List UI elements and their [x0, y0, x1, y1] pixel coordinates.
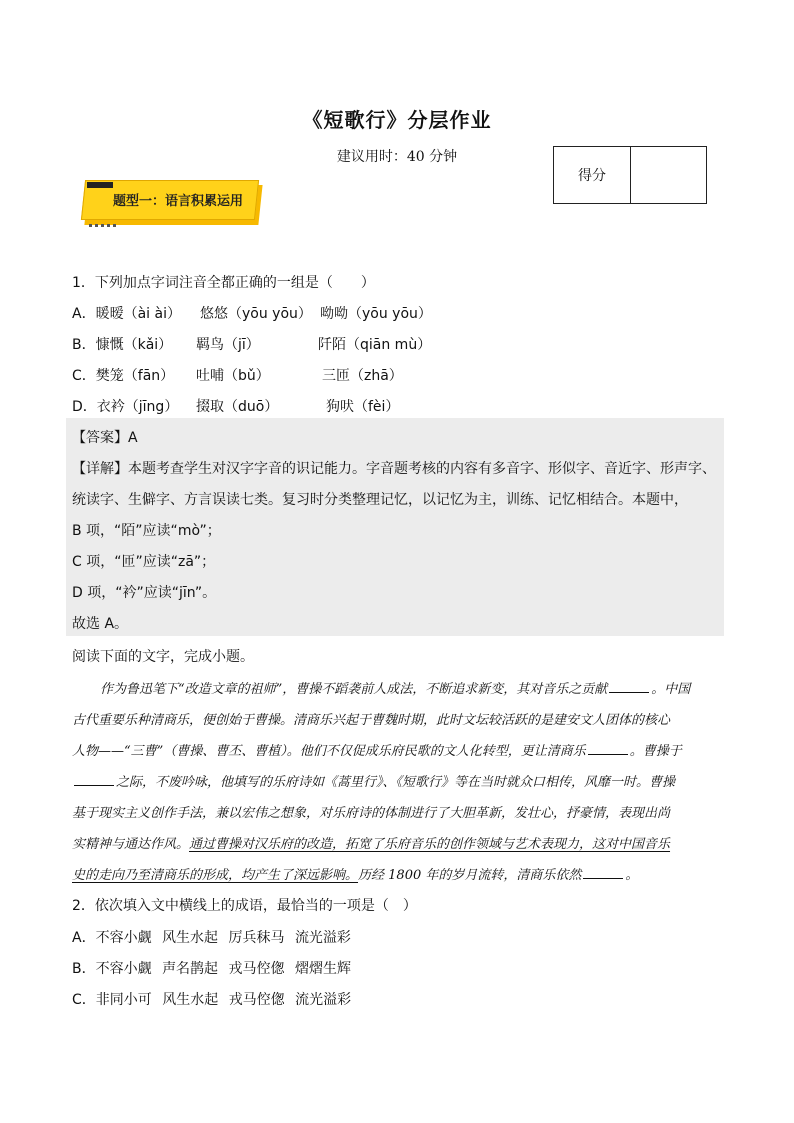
q1-answer-block	[66, 418, 724, 636]
q2-option-b-4: 熠熠生辉	[294, 961, 351, 977]
q1-option-d-1: D．衣衿（jīng）	[72, 399, 179, 415]
passage-line-5: 基于现实主义创作手法，兼以宏伟之想象，对乐府诗的体制进行了大胆革新，发壮心，抒豪情，表现出尚	[72, 806, 671, 821]
q2-option-a-4: 流光溢彩	[294, 930, 351, 946]
q1-option-a-2: 悠悠（yōu yōu）	[200, 306, 312, 322]
passage-line-1-end: 。中国	[651, 682, 691, 697]
q2-option-c-2: 风生水起	[162, 992, 219, 1008]
q1-explain-line-3: B 项，“陌”应读“mò”；	[72, 523, 221, 539]
passage-line-7	[72, 864, 724, 883]
passage-line-6	[72, 833, 724, 852]
q1-answer: 【答案】A	[72, 430, 138, 446]
q1-explain-line-4: C 项，“匝”应读“zā”；	[72, 554, 216, 570]
passage-line-1-text: 作为鲁迅笔下“改造文章的祖师”，曹操不蹈袭前人成法，不断追求新变，其对音乐之贡献	[100, 682, 608, 697]
q2-option-a	[72, 927, 357, 947]
blank-1	[609, 691, 649, 693]
q2-stem: 2．依次填入文中横线上的成语，最恰当的一项是（ ）	[72, 898, 417, 914]
passage-line-3-text: 人物——“三曹”（曹操、曹丕、曹植）。他们不仅促成乐府民歌的文人化转型，更让清商乐	[72, 744, 586, 759]
blank-2	[588, 753, 628, 755]
q1-option-a-1: A．暖暧（ài ài）	[72, 306, 181, 322]
passage-line-7-text: 历经 1800 年的岁月流转，清商乐依然	[358, 868, 582, 883]
passage-line-2: 古代重要乐种清商乐，便创始于曹操。清商乐兴起于曹魏时期，此时文坛较活跃的是建安文人团体的核心	[72, 713, 671, 728]
q1-option-d-3: 狗吠（fèi）	[326, 399, 400, 415]
q2-option-b-3: 戎马倥偬	[228, 961, 285, 977]
passage-intro: 阅读下面的文字，完成小题。	[72, 649, 254, 665]
section-tag-label: 题型一：语言积累运用	[113, 194, 244, 209]
q2-option-b	[72, 958, 357, 978]
q1-option-b-2: 羁鸟（jī）	[196, 337, 260, 353]
q1-option-b	[72, 334, 722, 354]
q1-option-c-2: 吐哺（bǔ）	[196, 368, 270, 384]
q1-explain-line-2: 统读字、生僻字、方言误读七类。复习时分类整理记忆，以记忆为主，训练、记忆相结合。本题中，	[72, 492, 688, 508]
q1-option-b-3: 阡陌（qiān mù）	[318, 337, 432, 353]
q1-option-c	[72, 365, 722, 385]
passage-line-3-end: 。曹操于	[629, 744, 682, 759]
q2-option-c-3: 戎马倥偬	[228, 992, 285, 1008]
passage-line-6-text: 实精神与通达作风。	[72, 837, 190, 852]
blank-3	[74, 784, 114, 786]
q2-option-a-2: 风生水起	[162, 930, 219, 946]
passage-line-4	[72, 771, 724, 790]
page-title: 《短歌行》分层作业	[302, 108, 492, 132]
score-label: 得分	[554, 147, 631, 203]
passage-line-3	[72, 740, 724, 759]
section-tag	[83, 180, 273, 228]
q2-option-c	[72, 989, 357, 1009]
q2-option-c-4: 流光溢彩	[295, 992, 352, 1008]
passage-line-7-end: 。	[625, 868, 639, 883]
suggested-time: 建议用时：40 分钟	[336, 149, 458, 165]
q1-option-d	[72, 396, 722, 416]
q1-explain-line-5: D 项，“衿”应读“jīn”。	[72, 585, 217, 601]
passage-line-4-text: 之际，不废吟咏，他填写的乐府诗如《蒿里行》、《短歌行》等在当时就众口相传，风靡一时。曹操	[116, 775, 676, 790]
section-tag-dots	[89, 224, 119, 227]
blank-4	[583, 877, 623, 879]
q1-option-d-2: 掇取（duō）	[196, 399, 279, 415]
q1-option-a	[72, 303, 722, 323]
q2-option-a-1: A．不容小觑	[72, 930, 152, 946]
score-box	[553, 146, 707, 204]
score-value-cell	[631, 147, 706, 203]
q1-option-c-3: 三匝（zhā）	[322, 368, 403, 384]
q1-option-c-1: C．樊笼（fān）	[72, 368, 175, 384]
q1-stem: 1．下列加点字词注音全都正确的一组是（ ）	[72, 275, 375, 291]
q2-option-b-2: 声名鹊起	[162, 961, 219, 977]
q1-option-b-1: B．慷慨（kǎi）	[72, 337, 173, 353]
q1-explain-line-6: 故选 A。	[72, 616, 129, 632]
q2-option-a-3: 厉兵秣马	[228, 930, 285, 946]
q2-option-b-1: B．不容小觑	[72, 961, 152, 977]
section-tag-accent	[87, 182, 113, 188]
q1-explain-line-1: 【详解】本题考查学生对汉字字音的识记能力。字音题考核的内容有多音字、形似字、音近字、形声字、	[72, 461, 716, 477]
q1-option-a-3: 呦呦（yōu yōu）	[320, 306, 432, 322]
underlined-sentence-part-2: 史的走向乃至清商乐的形成，均产生了深远影响。	[72, 868, 359, 883]
q2-option-c-1: C．非同小可	[72, 992, 152, 1008]
passage-line-1	[100, 678, 724, 697]
underlined-sentence-part-1: 通过曹操对汉乐府的改造，拓宽了乐府音乐的创作领域与艺术表现力，这对中国音乐	[189, 837, 671, 852]
